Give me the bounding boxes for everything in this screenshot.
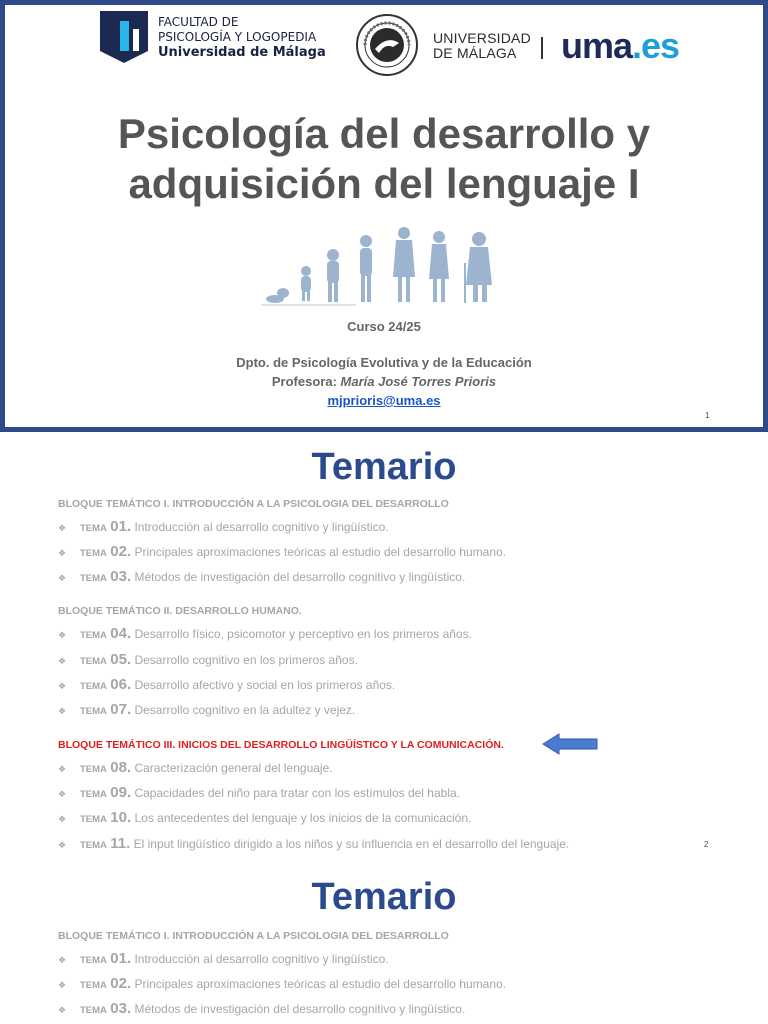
professor-name: María José Torres Prioris [340, 374, 497, 389]
bullet-icon: ❖ [58, 656, 67, 666]
block-heading-highlighted: BLOQUE TEMÁTICO III. INICIOS DEL DESARROLLO LINGÜÍSTICO Y LA COMUNICACIÓN. [58, 739, 504, 751]
bullet-icon: ❖ [58, 630, 67, 640]
uma-logo-main: uma [561, 25, 633, 66]
professor-line [5, 372, 763, 391]
temario-title: Temario [311, 446, 457, 488]
university-name [433, 31, 531, 61]
uma-logo-suffix: .es [632, 25, 680, 66]
block-heading: BLOQUE TEMÁTICO II. DESARROLLO HUMANO. [58, 605, 302, 617]
email-link[interactable]: mjprioris@uma.es [327, 393, 441, 408]
title-line1: Psicología del desarrollo y [117, 110, 651, 157]
uma-logo [561, 25, 679, 67]
title-slide [0, 0, 768, 432]
course-label: Curso 24/25 [347, 319, 421, 334]
list-item: ❖ TEMA 05. Desarrollo cognitivo en los primeros años. [58, 651, 358, 668]
bullet-icon: ❖ [58, 789, 67, 799]
list-item: ❖ TEMA 10. Los antecedentes del lenguaje y los inicios de la comunicación. [58, 809, 472, 826]
list-item: ❖ TEMA 02. Principales aproximaciones teóricas al estudio del desarrollo humano. [58, 975, 506, 992]
logo-divider [541, 37, 543, 59]
bullet-icon: ❖ [58, 955, 67, 965]
list-item: ❖ TEMA 09. Capacidades del niño para tratar con los estímulos del habla. [58, 784, 460, 801]
professor-label: Profesora: [271, 374, 337, 389]
block-heading: BLOQUE TEMÁTICO I. INTRODUCCIÓN A LA PSICOLOGIA DEL DESARROLLO [58, 498, 449, 510]
department-name: Dpto. de Psicología Evolutiva y de la Educación [236, 355, 532, 370]
slide-title [5, 109, 763, 209]
bullet-icon: ❖ [58, 681, 67, 691]
bullet-icon: ❖ [58, 1005, 67, 1015]
list-item: ❖ TEMA 02. Principales aproximaciones teóricas al estudio del desarrollo humano. [58, 543, 506, 560]
bullet-icon: ❖ [58, 764, 67, 774]
page-number: 2 [704, 840, 709, 849]
bullet-icon: ❖ [58, 980, 67, 990]
university-line1: UNIVERSIDAD [433, 30, 531, 46]
university-seal-icon [355, 13, 419, 77]
department-info [5, 353, 763, 391]
faculty-logo [100, 11, 326, 63]
bullet-icon: ❖ [58, 548, 67, 558]
list-item: ❖ TEMA 06. Desarrollo afectivo y social en los primeros años. [58, 676, 396, 693]
faculty-line3: Universidad de Málaga [158, 44, 326, 60]
faculty-line2: PSICOLOGÍA Y LOGOPEDIA [158, 29, 317, 44]
list-item: ❖ TEMA 11. El input lingüístico dirigido a los niños y su influencia en el desarrollo del lenguaje. [58, 835, 570, 852]
bullet-icon: ❖ [58, 814, 67, 824]
page-number: 1 [705, 411, 710, 420]
list-item: ❖ TEMA 03. Métodos de investigación del desarrollo cognitivo y lingüístico. [58, 1000, 466, 1017]
bullet-icon: ❖ [58, 840, 67, 850]
bullet-icon: ❖ [58, 706, 67, 716]
university-line2: DE MÁLAGA [433, 45, 517, 61]
faculty-line1: FACULTAD DE [158, 14, 239, 29]
list-item: ❖ TEMA 01. Introducción al desarrollo cognitivo y lingüístico. [58, 518, 389, 535]
list-item: ❖ TEMA 01. Introducción al desarrollo cognitivo y lingüístico. [58, 950, 389, 967]
left-arrow-icon [541, 732, 599, 756]
bullet-icon: ❖ [58, 573, 67, 583]
list-item: ❖ TEMA 03. Métodos de investigación del desarrollo cognitivo y lingüístico. [58, 568, 466, 585]
block-heading: BLOQUE TEMÁTICO I. INTRODUCCIÓN A LA PSICOLOGIA DEL DESARROLLO [58, 930, 449, 942]
list-item: ❖ TEMA 08. Caracterización general del lenguaje. [58, 759, 333, 776]
temario-slide [0, 436, 768, 864]
temario-title: Temario [311, 876, 457, 918]
title-line2: adquisición del lenguaje I [128, 160, 640, 207]
temario-slide-partial [0, 868, 768, 1024]
human-development-figures-icon [251, 219, 521, 311]
faculty-logo-icon [100, 11, 148, 63]
bullet-icon: ❖ [58, 523, 67, 533]
list-item: ❖ TEMA 07. Desarrollo cognitivo en la adultez y vejez. [58, 701, 356, 718]
list-item: ❖ TEMA 04. Desarrollo físico, psicomotor y perceptivo en los primeros años. [58, 625, 472, 642]
